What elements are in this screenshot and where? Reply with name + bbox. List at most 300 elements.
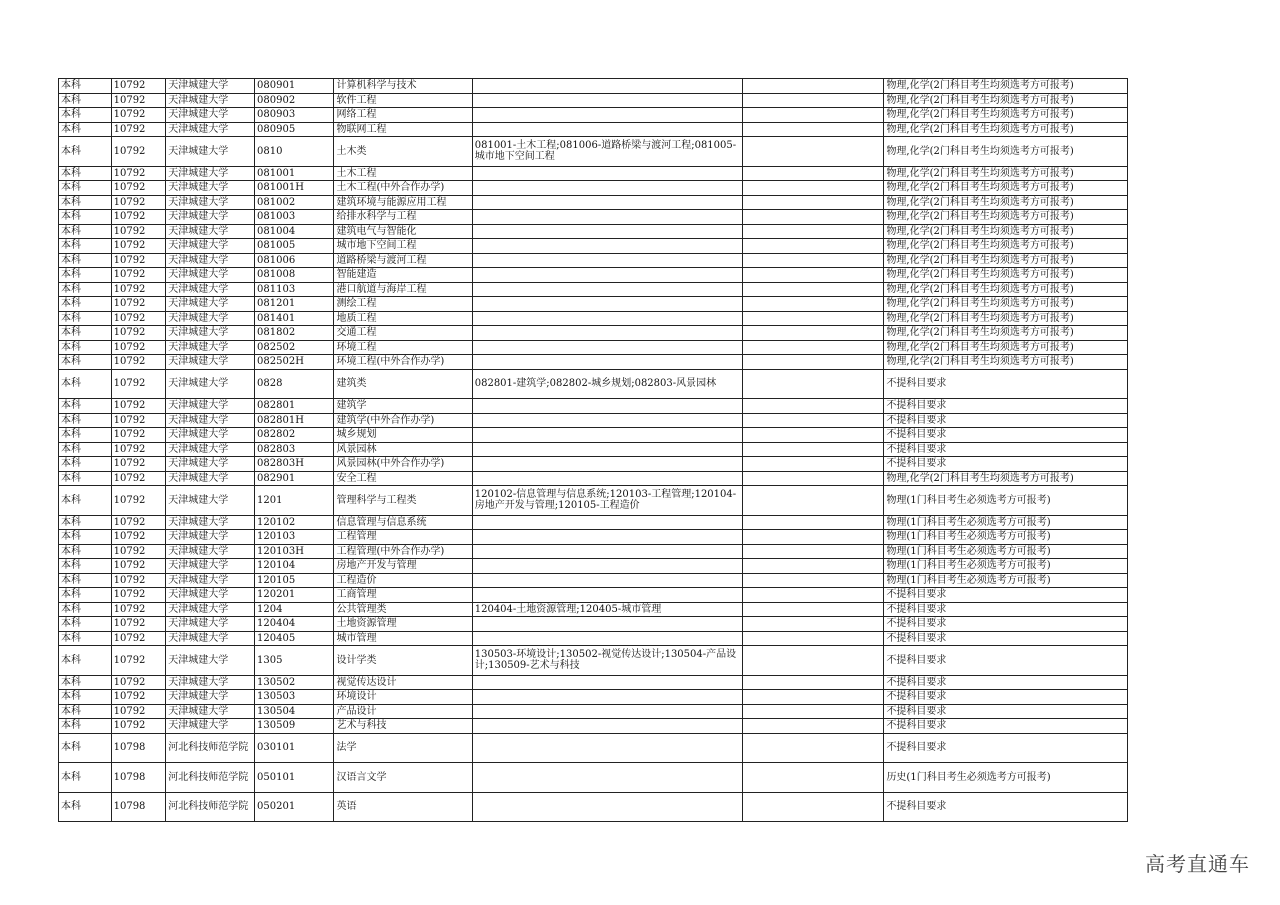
cell-school-code: 10792 bbox=[111, 239, 166, 254]
cell-major-code: 080901 bbox=[255, 79, 334, 94]
cell-subject-requirement: 不提科目要求 bbox=[884, 690, 1128, 705]
table-row bbox=[59, 763, 1128, 793]
cell-school-code: 10792 bbox=[111, 93, 166, 108]
cell-major-code: 0828 bbox=[255, 369, 334, 399]
cell-major-name: 环境工程 bbox=[334, 340, 472, 355]
cell-major-code: 120103 bbox=[255, 530, 334, 545]
cell-included-majors bbox=[472, 399, 742, 414]
cell-major-code: 120404 bbox=[255, 617, 334, 632]
table-row bbox=[59, 166, 1128, 181]
table-row bbox=[59, 646, 1128, 676]
cell-blank bbox=[743, 442, 884, 457]
cell-subject-requirement: 历史(1门科目考生必须选考方可报考) bbox=[884, 763, 1128, 793]
cell-blank bbox=[743, 369, 884, 399]
cell-major-code: 082803 bbox=[255, 442, 334, 457]
cell-included-majors bbox=[472, 181, 742, 196]
table-row bbox=[59, 282, 1128, 297]
cell-level: 本科 bbox=[59, 530, 112, 545]
cell-included-majors bbox=[472, 108, 742, 123]
cell-subject-requirement: 不提科目要求 bbox=[884, 704, 1128, 719]
cell-school-name: 天津城建大学 bbox=[166, 297, 255, 312]
cell-subject-requirement: 物理,化学(2门科目考生均须选考方可报考) bbox=[884, 326, 1128, 341]
cell-school-code: 10798 bbox=[111, 763, 166, 793]
cell-level: 本科 bbox=[59, 486, 112, 516]
cell-school-name: 天津城建大学 bbox=[166, 646, 255, 676]
cell-school-name: 天津城建大学 bbox=[166, 719, 255, 734]
cell-major-code: 080905 bbox=[255, 122, 334, 137]
cell-level: 本科 bbox=[59, 210, 112, 225]
cell-major-code: 082502 bbox=[255, 340, 334, 355]
cell-blank bbox=[743, 195, 884, 210]
cell-school-name: 天津城建大学 bbox=[166, 137, 255, 167]
cell-major-code: 081008 bbox=[255, 268, 334, 283]
cell-school-code: 10792 bbox=[111, 428, 166, 443]
cell-major-code: 120104 bbox=[255, 559, 334, 574]
cell-major-code: 130503 bbox=[255, 690, 334, 705]
cell-major-name: 智能建造 bbox=[334, 268, 472, 283]
cell-subject-requirement: 不提科目要求 bbox=[884, 369, 1128, 399]
cell-included-majors bbox=[472, 530, 742, 545]
table-row bbox=[59, 544, 1128, 559]
table-row bbox=[59, 93, 1128, 108]
cell-subject-requirement: 物理,化学(2门科目考生均须选考方可报考) bbox=[884, 297, 1128, 312]
cell-school-code: 10792 bbox=[111, 690, 166, 705]
cell-blank bbox=[743, 486, 884, 516]
cell-major-name: 管理科学与工程类 bbox=[334, 486, 472, 516]
cell-major-code: 081005 bbox=[255, 239, 334, 254]
cell-major-code: 081001H bbox=[255, 181, 334, 196]
cell-included-majors bbox=[472, 544, 742, 559]
cell-included-majors bbox=[472, 311, 742, 326]
cell-major-code: 030101 bbox=[255, 733, 334, 763]
cell-school-name: 天津城建大学 bbox=[166, 399, 255, 414]
table-row bbox=[59, 311, 1128, 326]
cell-major-name: 艺术与科技 bbox=[334, 719, 472, 734]
cell-school-name: 天津城建大学 bbox=[166, 704, 255, 719]
cell-major-name: 城乡规划 bbox=[334, 428, 472, 443]
cell-major-code: 1305 bbox=[255, 646, 334, 676]
cell-major-name: 建筑学 bbox=[334, 399, 472, 414]
cell-subject-requirement: 不提科目要求 bbox=[884, 631, 1128, 646]
cell-blank bbox=[743, 93, 884, 108]
cell-school-code: 10792 bbox=[111, 413, 166, 428]
cell-included-majors bbox=[472, 719, 742, 734]
cell-school-name: 天津城建大学 bbox=[166, 617, 255, 632]
cell-level: 本科 bbox=[59, 602, 112, 617]
cell-major-code: 130502 bbox=[255, 675, 334, 690]
cell-included-majors bbox=[472, 471, 742, 486]
table-row bbox=[59, 210, 1128, 225]
table-row bbox=[59, 297, 1128, 312]
cell-subject-requirement: 物理(1门科目考生必须选考方可报考) bbox=[884, 486, 1128, 516]
cell-major-name: 软件工程 bbox=[334, 93, 472, 108]
cell-school-name: 天津城建大学 bbox=[166, 471, 255, 486]
cell-level: 本科 bbox=[59, 559, 112, 574]
cell-blank bbox=[743, 399, 884, 414]
table-row bbox=[59, 617, 1128, 632]
cell-school-code: 10792 bbox=[111, 79, 166, 94]
cell-major-name: 视觉传达设计 bbox=[334, 675, 472, 690]
cell-major-name: 计算机科学与技术 bbox=[334, 79, 472, 94]
cell-school-name: 天津城建大学 bbox=[166, 428, 255, 443]
cell-major-name: 工程管理 bbox=[334, 530, 472, 545]
cell-blank bbox=[743, 122, 884, 137]
cell-school-name: 天津城建大学 bbox=[166, 559, 255, 574]
cell-school-name: 天津城建大学 bbox=[166, 355, 255, 370]
cell-school-name: 天津城建大学 bbox=[166, 108, 255, 123]
cell-included-majors bbox=[472, 79, 742, 94]
cell-major-name: 工程造价 bbox=[334, 573, 472, 588]
cell-school-name: 天津城建大学 bbox=[166, 122, 255, 137]
cell-blank bbox=[743, 675, 884, 690]
cell-school-code: 10792 bbox=[111, 181, 166, 196]
table-row bbox=[59, 515, 1128, 530]
cell-level: 本科 bbox=[59, 515, 112, 530]
cell-level: 本科 bbox=[59, 137, 112, 167]
cell-level: 本科 bbox=[59, 690, 112, 705]
cell-school-code: 10792 bbox=[111, 108, 166, 123]
table-row bbox=[59, 675, 1128, 690]
cell-subject-requirement: 物理,化学(2门科目考生均须选考方可报考) bbox=[884, 181, 1128, 196]
table-row bbox=[59, 559, 1128, 574]
cell-subject-requirement: 物理(1门科目考生必须选考方可报考) bbox=[884, 530, 1128, 545]
cell-school-code: 10792 bbox=[111, 195, 166, 210]
cell-blank bbox=[743, 573, 884, 588]
table-row bbox=[59, 268, 1128, 283]
cell-level: 本科 bbox=[59, 719, 112, 734]
cell-level: 本科 bbox=[59, 675, 112, 690]
cell-school-name: 河北科技师范学院 bbox=[166, 763, 255, 793]
cell-major-code: 081002 bbox=[255, 195, 334, 210]
cell-included-majors bbox=[472, 268, 742, 283]
cell-level: 本科 bbox=[59, 79, 112, 94]
cell-blank bbox=[743, 210, 884, 225]
cell-subject-requirement: 物理,化学(2门科目考生均须选考方可报考) bbox=[884, 340, 1128, 355]
cell-blank bbox=[743, 617, 884, 632]
cell-school-name: 天津城建大学 bbox=[166, 530, 255, 545]
table-row bbox=[59, 442, 1128, 457]
cell-subject-requirement: 物理(1门科目考生必须选考方可报考) bbox=[884, 573, 1128, 588]
table-row bbox=[59, 719, 1128, 734]
cell-blank bbox=[743, 544, 884, 559]
cell-major-name: 土木工程 bbox=[334, 166, 472, 181]
cell-major-name: 土地资源管理 bbox=[334, 617, 472, 632]
cell-level: 本科 bbox=[59, 399, 112, 414]
cell-major-code: 050201 bbox=[255, 792, 334, 822]
cell-subject-requirement: 不提科目要求 bbox=[884, 457, 1128, 472]
table-row bbox=[59, 573, 1128, 588]
cell-blank bbox=[743, 224, 884, 239]
cell-subject-requirement: 物理(1门科目考生必须选考方可报考) bbox=[884, 515, 1128, 530]
cell-level: 本科 bbox=[59, 355, 112, 370]
cell-included-majors bbox=[472, 282, 742, 297]
cell-school-code: 10792 bbox=[111, 719, 166, 734]
cell-school-name: 天津城建大学 bbox=[166, 486, 255, 516]
cell-subject-requirement: 不提科目要求 bbox=[884, 588, 1128, 603]
cell-school-name: 天津城建大学 bbox=[166, 369, 255, 399]
table-row bbox=[59, 413, 1128, 428]
cell-major-name: 法学 bbox=[334, 733, 472, 763]
cell-included-majors bbox=[472, 631, 742, 646]
cell-subject-requirement: 不提科目要求 bbox=[884, 792, 1128, 822]
cell-blank bbox=[743, 326, 884, 341]
cell-major-name: 工程管理(中外合作办学) bbox=[334, 544, 472, 559]
cell-major-name: 建筑学(中外合作办学) bbox=[334, 413, 472, 428]
cell-school-name: 天津城建大学 bbox=[166, 457, 255, 472]
cell-blank bbox=[743, 515, 884, 530]
cell-included-majors bbox=[472, 122, 742, 137]
cell-blank bbox=[743, 690, 884, 705]
cell-level: 本科 bbox=[59, 471, 112, 486]
cell-major-code: 082502H bbox=[255, 355, 334, 370]
cell-school-code: 10792 bbox=[111, 588, 166, 603]
cell-blank bbox=[743, 181, 884, 196]
cell-school-name: 天津城建大学 bbox=[166, 675, 255, 690]
cell-school-name: 天津城建大学 bbox=[166, 413, 255, 428]
cell-major-code: 081401 bbox=[255, 311, 334, 326]
cell-blank bbox=[743, 428, 884, 443]
cell-major-name: 信息管理与信息系统 bbox=[334, 515, 472, 530]
cell-major-code: 1201 bbox=[255, 486, 334, 516]
cell-included-majors: 081001-土木工程;081006-道路桥梁与渡河工程;081005-城市地下空间工程 bbox=[472, 137, 742, 167]
cell-subject-requirement: 物理,化学(2门科目考生均须选考方可报考) bbox=[884, 282, 1128, 297]
cell-school-code: 10792 bbox=[111, 369, 166, 399]
cell-level: 本科 bbox=[59, 253, 112, 268]
cell-school-code: 10792 bbox=[111, 311, 166, 326]
cell-subject-requirement: 物理(1门科目考生必须选考方可报考) bbox=[884, 544, 1128, 559]
cell-level: 本科 bbox=[59, 181, 112, 196]
cell-blank bbox=[743, 733, 884, 763]
cell-level: 本科 bbox=[59, 457, 112, 472]
cell-school-code: 10792 bbox=[111, 515, 166, 530]
cell-major-code: 050101 bbox=[255, 763, 334, 793]
cell-level: 本科 bbox=[59, 442, 112, 457]
cell-school-name: 天津城建大学 bbox=[166, 690, 255, 705]
cell-level: 本科 bbox=[59, 588, 112, 603]
cell-major-name: 安全工程 bbox=[334, 471, 472, 486]
table-body bbox=[59, 79, 1128, 822]
cell-school-code: 10798 bbox=[111, 792, 166, 822]
table-row bbox=[59, 326, 1128, 341]
cell-included-majors bbox=[472, 355, 742, 370]
cell-major-name: 道路桥梁与渡河工程 bbox=[334, 253, 472, 268]
cell-school-code: 10792 bbox=[111, 457, 166, 472]
cell-subject-requirement: 物理,化学(2门科目考生均须选考方可报考) bbox=[884, 268, 1128, 283]
cell-school-code: 10792 bbox=[111, 210, 166, 225]
cell-school-name: 天津城建大学 bbox=[166, 253, 255, 268]
cell-major-code: 082803H bbox=[255, 457, 334, 472]
cell-school-code: 10792 bbox=[111, 631, 166, 646]
cell-major-code: 081003 bbox=[255, 210, 334, 225]
cell-major-code: 0810 bbox=[255, 137, 334, 167]
cell-school-name: 天津城建大学 bbox=[166, 602, 255, 617]
cell-school-code: 10792 bbox=[111, 166, 166, 181]
cell-major-code: 080903 bbox=[255, 108, 334, 123]
table-row bbox=[59, 792, 1128, 822]
cell-level: 本科 bbox=[59, 311, 112, 326]
cell-blank bbox=[743, 704, 884, 719]
cell-subject-requirement: 不提科目要求 bbox=[884, 733, 1128, 763]
cell-school-code: 10792 bbox=[111, 559, 166, 574]
cell-school-name: 天津城建大学 bbox=[166, 515, 255, 530]
cell-blank bbox=[743, 282, 884, 297]
cell-school-name: 天津城建大学 bbox=[166, 340, 255, 355]
cell-blank bbox=[743, 413, 884, 428]
cell-included-majors bbox=[472, 617, 742, 632]
cell-subject-requirement: 不提科目要求 bbox=[884, 428, 1128, 443]
cell-included-majors bbox=[472, 690, 742, 705]
cell-major-name: 工商管理 bbox=[334, 588, 472, 603]
cell-school-code: 10792 bbox=[111, 253, 166, 268]
table-row bbox=[59, 486, 1128, 516]
cell-blank bbox=[743, 530, 884, 545]
table-row bbox=[59, 733, 1128, 763]
table-row bbox=[59, 631, 1128, 646]
table-row bbox=[59, 690, 1128, 705]
cell-school-code: 10792 bbox=[111, 224, 166, 239]
watermark-text: 高考直通车 bbox=[1145, 852, 1250, 876]
cell-included-majors bbox=[472, 166, 742, 181]
cell-major-name: 风景园林(中外合作办学) bbox=[334, 457, 472, 472]
cell-subject-requirement: 物理,化学(2门科目考生均须选考方可报考) bbox=[884, 108, 1128, 123]
cell-major-code: 081103 bbox=[255, 282, 334, 297]
cell-included-majors bbox=[472, 442, 742, 457]
cell-school-code: 10792 bbox=[111, 602, 166, 617]
cell-major-code: 080902 bbox=[255, 93, 334, 108]
cell-school-name: 天津城建大学 bbox=[166, 326, 255, 341]
cell-included-majors bbox=[472, 224, 742, 239]
cell-school-name: 天津城建大学 bbox=[166, 239, 255, 254]
cell-school-name: 河北科技师范学院 bbox=[166, 792, 255, 822]
cell-subject-requirement: 物理,化学(2门科目考生均须选考方可报考) bbox=[884, 355, 1128, 370]
cell-included-majors: 120404-土地资源管理;120405-城市管理 bbox=[472, 602, 742, 617]
cell-major-code: 130509 bbox=[255, 719, 334, 734]
cell-major-name: 风景园林 bbox=[334, 442, 472, 457]
cell-major-name: 环境工程(中外合作办学) bbox=[334, 355, 472, 370]
cell-level: 本科 bbox=[59, 428, 112, 443]
cell-school-code: 10798 bbox=[111, 733, 166, 763]
cell-level: 本科 bbox=[59, 108, 112, 123]
cell-included-majors bbox=[472, 210, 742, 225]
cell-school-code: 10792 bbox=[111, 399, 166, 414]
cell-level: 本科 bbox=[59, 573, 112, 588]
cell-blank bbox=[743, 297, 884, 312]
cell-school-name: 天津城建大学 bbox=[166, 210, 255, 225]
cell-school-name: 天津城建大学 bbox=[166, 544, 255, 559]
cell-major-code: 081001 bbox=[255, 166, 334, 181]
cell-school-name: 天津城建大学 bbox=[166, 442, 255, 457]
cell-level: 本科 bbox=[59, 268, 112, 283]
cell-subject-requirement: 物理,化学(2门科目考生均须选考方可报考) bbox=[884, 210, 1128, 225]
cell-blank bbox=[743, 588, 884, 603]
cell-level: 本科 bbox=[59, 413, 112, 428]
cell-level: 本科 bbox=[59, 704, 112, 719]
table-row bbox=[59, 224, 1128, 239]
cell-school-code: 10792 bbox=[111, 297, 166, 312]
cell-school-name: 天津城建大学 bbox=[166, 166, 255, 181]
cell-included-majors: 120102-信息管理与信息系统;120103-工程管理;120104-房地产开发与管理;120105-工程造价 bbox=[472, 486, 742, 516]
table-row bbox=[59, 704, 1128, 719]
cell-major-name: 房地产开发与管理 bbox=[334, 559, 472, 574]
cell-level: 本科 bbox=[59, 631, 112, 646]
cell-school-name: 天津城建大学 bbox=[166, 181, 255, 196]
cell-major-code: 120201 bbox=[255, 588, 334, 603]
table-row bbox=[59, 239, 1128, 254]
cell-school-code: 10792 bbox=[111, 646, 166, 676]
cell-major-code: 120105 bbox=[255, 573, 334, 588]
cell-subject-requirement: 不提科目要求 bbox=[884, 719, 1128, 734]
cell-included-majors bbox=[472, 428, 742, 443]
table-row bbox=[59, 181, 1128, 196]
cell-school-code: 10792 bbox=[111, 544, 166, 559]
cell-school-name: 河北科技师范学院 bbox=[166, 733, 255, 763]
cell-level: 本科 bbox=[59, 93, 112, 108]
cell-subject-requirement: 物理,化学(2门科目考生均须选考方可报考) bbox=[884, 79, 1128, 94]
cell-blank bbox=[743, 471, 884, 486]
cell-major-name: 地质工程 bbox=[334, 311, 472, 326]
cell-subject-requirement: 物理,化学(2门科目考生均须选考方可报考) bbox=[884, 195, 1128, 210]
cell-major-code: 120405 bbox=[255, 631, 334, 646]
cell-major-name: 建筑环境与能源应用工程 bbox=[334, 195, 472, 210]
cell-school-name: 天津城建大学 bbox=[166, 79, 255, 94]
cell-major-name: 设计学类 bbox=[334, 646, 472, 676]
cell-school-code: 10792 bbox=[111, 471, 166, 486]
table-row bbox=[59, 122, 1128, 137]
cell-school-code: 10792 bbox=[111, 675, 166, 690]
cell-included-majors bbox=[472, 239, 742, 254]
cell-blank bbox=[743, 137, 884, 167]
cell-school-code: 10792 bbox=[111, 282, 166, 297]
cell-major-name: 交通工程 bbox=[334, 326, 472, 341]
cell-subject-requirement: 物理,化学(2门科目考生均须选考方可报考) bbox=[884, 166, 1128, 181]
table-row bbox=[59, 428, 1128, 443]
cell-major-name: 产品设计 bbox=[334, 704, 472, 719]
table-row bbox=[59, 369, 1128, 399]
cell-major-name: 城市地下空间工程 bbox=[334, 239, 472, 254]
cell-included-majors bbox=[472, 573, 742, 588]
cell-major-name: 汉语言文学 bbox=[334, 763, 472, 793]
cell-major-name: 网络工程 bbox=[334, 108, 472, 123]
cell-school-code: 10792 bbox=[111, 486, 166, 516]
cell-school-code: 10792 bbox=[111, 573, 166, 588]
cell-subject-requirement: 物理(1门科目考生必须选考方可报考) bbox=[884, 559, 1128, 574]
cell-school-code: 10792 bbox=[111, 355, 166, 370]
cell-blank bbox=[743, 239, 884, 254]
cell-major-name: 公共管理类 bbox=[334, 602, 472, 617]
cell-included-majors bbox=[472, 93, 742, 108]
cell-school-code: 10792 bbox=[111, 704, 166, 719]
cell-school-name: 天津城建大学 bbox=[166, 268, 255, 283]
cell-included-majors bbox=[472, 588, 742, 603]
cell-blank bbox=[743, 253, 884, 268]
table-row bbox=[59, 399, 1128, 414]
table-row bbox=[59, 253, 1128, 268]
cell-included-majors bbox=[472, 457, 742, 472]
cell-school-name: 天津城建大学 bbox=[166, 311, 255, 326]
cell-school-name: 天津城建大学 bbox=[166, 588, 255, 603]
cell-included-majors bbox=[472, 515, 742, 530]
cell-blank bbox=[743, 108, 884, 123]
cell-major-code: 120103H bbox=[255, 544, 334, 559]
cell-level: 本科 bbox=[59, 195, 112, 210]
cell-major-code: 082901 bbox=[255, 471, 334, 486]
table-row bbox=[59, 108, 1128, 123]
cell-level: 本科 bbox=[59, 340, 112, 355]
cell-level: 本科 bbox=[59, 763, 112, 793]
cell-level: 本科 bbox=[59, 544, 112, 559]
cell-major-code: 082801H bbox=[255, 413, 334, 428]
cell-level: 本科 bbox=[59, 646, 112, 676]
